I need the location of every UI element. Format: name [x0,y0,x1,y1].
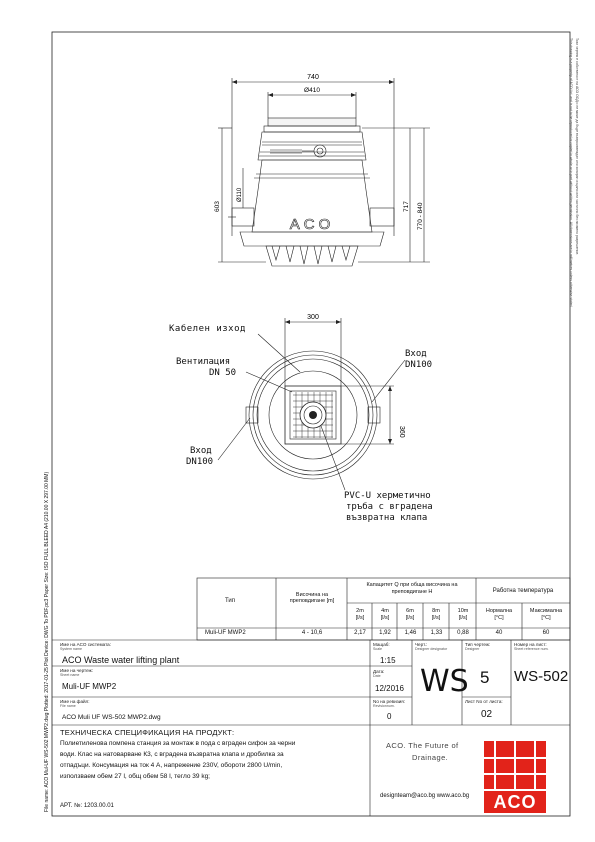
left-margin-info: File name: ACO Mul-UF WS-502 MWP2.dwg Plotted: 2017-01-25 Plot Device: DWG To PDF.pc3 Paper Size: ISO FULL BLEED A4 (210.00 X 297.00 MM) [44,471,50,812]
spec-line-1: Полиетиленова помпена станция за монтаж в подa с вграден сифон за черни [60,740,296,747]
system-sublabel: System name [60,647,82,651]
aco-body-mark: ACO [289,216,335,233]
drawing-sublabel: Sheet name [60,673,80,677]
callout-cable: Кабелен изход [169,324,246,334]
revision-value: 0 [387,712,392,721]
brand-tagline-1: ACO. The Future of [386,741,459,750]
th-cap-6m-unit: [l/s] [405,615,415,621]
drawn-value: WS [420,664,469,699]
th-cap-10m: 10m [457,608,469,614]
system-label: Име на АСО системата: [60,642,111,647]
article-number: АРТ. №: 1203.00.01 [60,803,114,809]
th-cap-4m-unit: [l/s] [380,615,390,621]
th-cap-6m: 6m [406,608,414,614]
brand-contact: designteam@aco.bg www.aco.bg [380,793,470,799]
dim-770-840: 770 - 840 [417,202,424,230]
spec-line-4: използваем обем 27 l, общ обем 58 l, тегло 39 kg; [60,773,210,780]
brand-tagline-2: Drainage. [412,753,449,762]
th-temp-normal: Нормална [485,608,513,614]
spec-line-3: отпадъци. Консумация на ток 4 А, напрежение 230V, обороти 2800 U/min, [60,762,283,769]
th-cap-2m-unit: [l/s] [355,615,365,621]
th-height: Височина на преповдигане [m] [289,592,335,604]
date-label: Дата: [373,669,385,674]
aco-logo-text: ACO [493,792,537,812]
th-cap-2m: 2m [356,608,364,614]
td-height: 4 - 10,6 [301,630,323,636]
date-value: 12/2016 [375,684,404,693]
callout-vent-2: DN 50 [209,368,237,378]
drawn-sublabel: Designer designator [415,647,448,651]
right-margin-legal-2: Този чертеж е собственост на АСО ООД и не може да бъде възпроизвеждан или копиран изцяло или частично без писмено разрешение. [575,38,579,256]
dim-603: 603 [214,201,221,212]
scale-sublabel: Scale [373,647,382,651]
file-name: ACO Muli UF WS-502 MWP2.dwg [62,714,161,721]
sheet-no-label: Лист No от листа: [465,699,503,704]
callout-inlet-left-2: DN100 [186,457,214,467]
td-cap-4m: 1,92 [379,630,391,636]
td-temp-normal: 40 [495,630,503,636]
dim-300: 300 [307,314,319,321]
right-margin-legal-1: This drawing is a property of ACO Ltd. and is not to be reproduced or copied in whole or in part without written permission. All dimensions are in millimetres unless otherwise stated. [569,38,573,308]
sheet-no-value: 02 [481,709,493,720]
system-name: ACO Waste water lifting plant [62,655,180,665]
th-temp: Работна температура [492,588,554,594]
drawn-label: Черт.: [415,642,428,647]
dim-410: Ø410 [304,87,320,94]
scale-value: 1:15 [380,656,396,665]
revision-sublabel: Revisionnum. [373,704,395,708]
th-cap-8m-unit: [l/s] [431,615,441,621]
aco-logo [484,741,546,813]
drawing-name: Muli-UF MWP2 [62,682,117,691]
th-cap-4m: 4m [381,608,389,614]
drawing-label: Име на чертеж: [60,668,93,673]
sheet-type-value: 5 [480,668,490,687]
revision-label: No на ревизия: [373,699,406,704]
spec-title: ТЕХНИЧЕСКА СПЕЦИФИКАЦИЯ НА ПРОДУКТ: [60,728,235,737]
callout-inlet-right-2: DN100 [405,360,433,370]
callout-pvc-1: PVC-U херметично [344,491,431,501]
callout-inlet-left-1: Вход [190,446,212,456]
td-cap-2m: 2,17 [354,630,366,636]
spec-line-2: води. Клас на натоварване К3, с вградена възвратна клапа и дробилка за [60,751,284,758]
callout-inlet-right-1: Вход [405,349,427,359]
th-temp-max: Максимална [529,608,563,614]
th-cap-8m: 8m [432,608,440,614]
th-type: Тип [225,598,236,604]
th-temp-normal-unit: [°C] [494,615,504,621]
file-sublabel: File name [60,704,76,708]
dim-717: 717 [403,201,410,212]
td-cap-10m: 0,88 [457,630,469,636]
td-type: Muli-UF MWP2 [205,630,246,636]
dim-740: 740 [307,74,319,81]
sheet-type-label: Тип чертеж: [465,642,491,647]
th-capacity: Капацитет Q при обща височина на преповдигане H [366,582,458,595]
date-sublabel: Date [373,674,381,678]
callout-pvc-3: възвратна клапа [346,513,428,523]
scale-label: Мащаб: [373,642,390,647]
th-temp-max-unit: [°C] [541,615,551,621]
td-cap-6m: 1,46 [404,630,417,636]
file-label: Име на файл: [60,699,90,704]
sheet-ref-label: Номер на лист: [514,642,547,647]
sheet-ref-sublabel: Sheet reference num. [514,647,549,651]
dim-110: Ø110 [237,187,243,202]
sheet-ref-value: WS-502 [514,668,569,685]
th-cap-10m-unit: [l/s] [458,615,468,621]
callout-pvc-2: тръба с вградена [346,502,433,512]
td-temp-max: 60 [542,630,550,636]
td-cap-8m: 1,33 [430,630,443,636]
sheet-type-sublabel: Designer [465,647,480,651]
dim-360: 360 [398,426,405,438]
callout-vent-1: Вентилация [176,357,231,367]
